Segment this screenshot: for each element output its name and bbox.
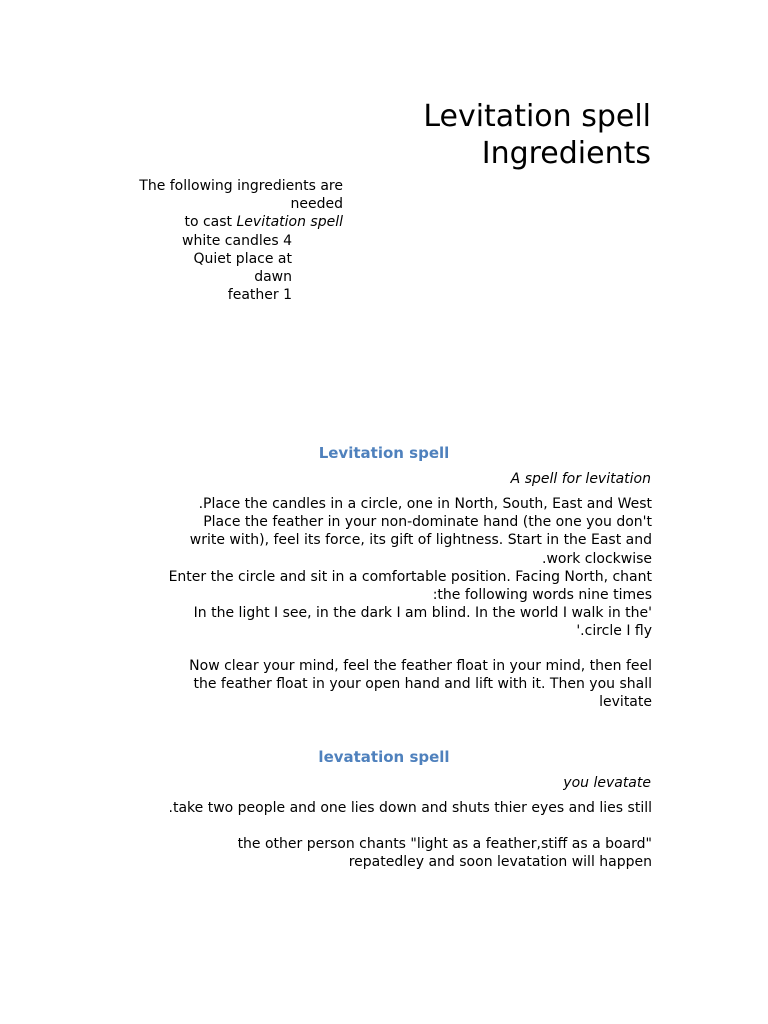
ingredients-intro-prefix: to cast: [184, 214, 237, 231]
closing-line: levitate: [599, 694, 652, 711]
closing-line: the feather float in your open hand and lift with it. Then you shall: [193, 676, 652, 693]
closing-paragraph: [112, 657, 652, 712]
ingredients-intro-line-1: The following ingredients are: [139, 178, 343, 194]
levatation-line: the other person chants "light as a feather,stiff as a board": [237, 836, 652, 852]
instruction-line: '.circle I fly: [576, 623, 652, 640]
title-line-2: Ingredients: [481, 136, 651, 171]
levatation-line: repatedley and soon levatation will happen: [348, 854, 652, 871]
ingredients-intro-line-2: needed: [290, 196, 343, 213]
ingredient-item: feather 1: [227, 287, 292, 304]
instruction-line: write with), feel its force, its gift of lightness. Start in the East and: [189, 532, 652, 549]
instructions-paragraph: [112, 495, 652, 641]
ingredients-block: [100, 177, 343, 304]
levatation-paragraph-2: [112, 835, 652, 871]
instruction-line: .Place the candles in a circle, one in North, South, East and West: [198, 496, 652, 512]
instruction-line: .work clockwise: [542, 550, 652, 567]
ingredient-item: Quiet place at: [193, 250, 292, 267]
instruction-line: Enter the circle and sit in a comfortable position. Facing North, chant: [168, 568, 652, 585]
instruction-line: Place the feather in your non-dominate hand (the one you don't: [203, 514, 652, 531]
closing-line: Now clear your mind, feel the feather float in your mind, then feel: [189, 658, 652, 674]
ingredient-item: dawn: [254, 269, 292, 286]
section-subtitle-levatation: you levatate: [563, 775, 651, 791]
section-subtitle-levitation: A spell for levitation: [510, 471, 651, 487]
instruction-line: In the light I see, in the dark I am blind. In the world I walk in the': [193, 605, 652, 622]
ingredient-item: white candles 4: [182, 232, 292, 249]
ingredients-intro-line-3: [100, 213, 343, 231]
section-heading-levatation: levatation spell: [318, 748, 450, 766]
levatation-paragraph-1: [112, 799, 652, 817]
ingredients-spell-name: Levitation spell: [236, 214, 343, 231]
section-heading-levitation: Levitation spell: [318, 444, 450, 462]
instruction-line: :the following words nine times: [432, 587, 652, 604]
page-title: [423, 98, 651, 172]
title-line-1: Levitation spell: [423, 99, 651, 134]
levatation-line: .take two people and one lies down and shuts thier eyes and lies still: [168, 800, 652, 816]
